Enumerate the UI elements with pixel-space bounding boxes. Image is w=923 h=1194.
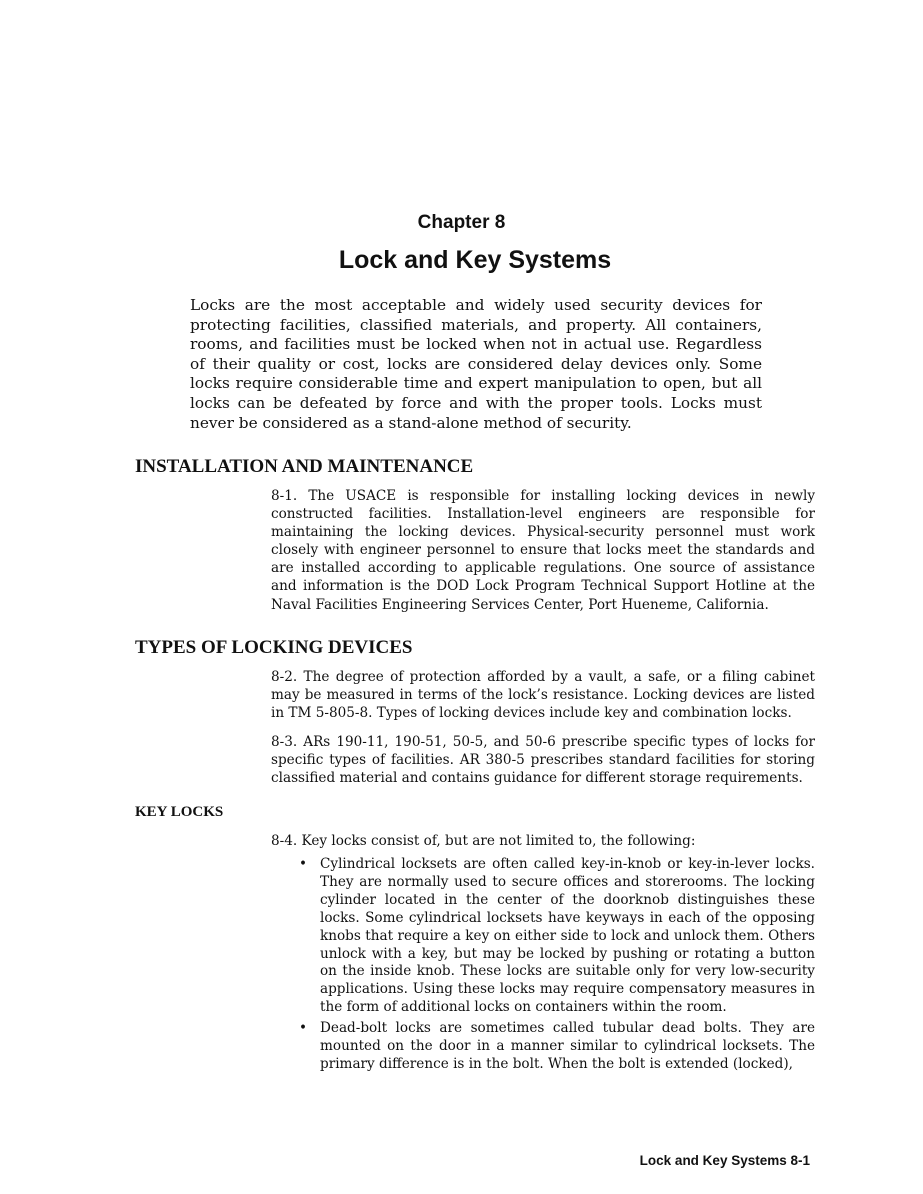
paragraph-8-2: 8-2. The degree of protection afforded by a vault, a safe, or a filing cabinet may be measured in terms of the lock’s resistance. Locking devices are listed in TM 5-805-8. Types of locking devices include key and combination locks. — [271, 669, 815, 722]
key-locks-heading: KEY LOCKS — [135, 804, 224, 820]
chapter-title: Lock and Key Systems — [338, 246, 612, 274]
types-heading: TYPES OF LOCKING DEVICES — [135, 637, 413, 658]
bullet-icon: • — [299, 856, 308, 872]
list-item — [299, 1020, 815, 1074]
list-item — [299, 856, 815, 1017]
paragraph-8-3: 8-3. ARs 190-11, 190-51, 50-5, and 50-6 prescribe specific types of locks for specific types of facilities. AR 380-5 prescribes standard facilities for storing classified material and contains guidance for different storage requirements. — [271, 734, 815, 787]
paragraph-8-1: 8-1. The USACE is responsible for installing locking devices in newly constructed facilities. Installation-level engineers are responsible for maintaining the locking devices. Physical-security personnel must work closely with engineer personnel to ensure that locks meet the standards and are installed according to applicable regulations. One source of assistance and information is the DOD Lock Program Technical Support Hotline at the Naval Facilities Engineering Services Center, Port Hueneme, California. — [271, 488, 815, 613]
list-item-text: Cylindrical locksets are often called key-in-knob or key-in-lever locks. They are normally used to secure offices and storerooms. The locking cylinder located in the center of the doorknob distinguishes these locks. Some cylindrical locksets have keyways in each of the opposing knobs that require a key on either side to lock and unlock them. Others unlock with a key, but may be locked by pushing or rotating a button on the inside knob. These locks are suitable only for very low-security applications. Using these locks may require compensatory measures in the form of additional locks on containers within the room. — [320, 856, 815, 1016]
paragraph-8-4: 8-4. Key locks consist of, but are not limited to, the following: — [271, 833, 696, 849]
intro-paragraph: Locks are the most acceptable and widely used security devices for protecting facilities, classified materials, and property. All containers, rooms, and facilities must be locked when not in actual use. Regardless of their quality or cost, locks are considered delay devices only. Some locks require considerable time and expert manipulation to open, but all locks can be defeated by force and with the proper tools. Locks must never be considered as a stand-alone method of security. — [190, 296, 762, 432]
installation-heading: INSTALLATION AND MAINTENANCE — [135, 456, 474, 477]
list-item-text: Dead-bolt locks are sometimes called tubular dead bolts. They are mounted on the door in a manner similar to cylindrical locksets. The primary difference is in the bolt. When the bolt is extended (locked), — [320, 1020, 815, 1072]
key-locks-list — [299, 856, 815, 1077]
chapter-label: Chapter 8 — [417, 212, 506, 233]
bullet-icon: • — [299, 1020, 308, 1037]
page-footer: Lock and Key Systems 8-1 — [639, 1153, 810, 1168]
